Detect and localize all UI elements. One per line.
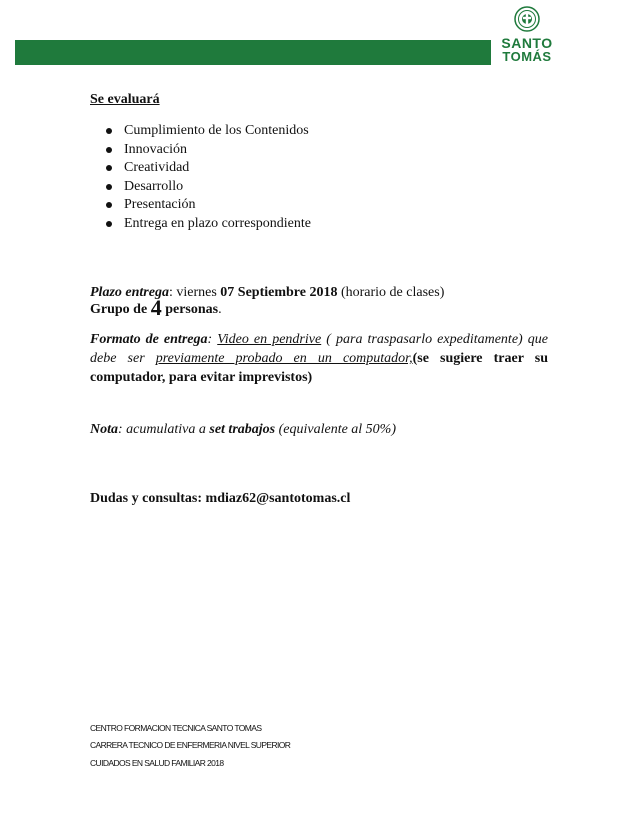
note-set: set trabajos <box>209 422 276 437</box>
group-label: Grupo de <box>90 302 151 317</box>
list-item: Presentación <box>92 196 311 215</box>
list-item: Entrega en plazo correspondiente <box>92 215 311 234</box>
group-suffix: personas <box>161 302 219 317</box>
logo-line-1: SANTO <box>501 35 553 51</box>
note-label: Nota <box>90 422 118 437</box>
deadline-sep: : viernes <box>168 285 221 300</box>
format-tested: previamente probado en un computador, <box>155 351 413 366</box>
group-paragraph <box>90 295 548 320</box>
note-text-1: : acumulativa a <box>118 422 210 437</box>
footer-line-2: CARRERA TECNICO DE ENFERMERIA NIVEL SUPERIOR <box>90 740 291 750</box>
deadline-date: 07 Septiembre 2018 <box>220 285 338 300</box>
format-mid: ( para traspasarlo expeditamente) que debe ser <box>90 332 548 366</box>
list-item: Innovación <box>92 141 311 160</box>
logo-line-2: TOMÁS <box>502 49 552 64</box>
footer-line-3: CUIDADOS EN SALUD FAMILIAR 2018 <box>90 758 224 768</box>
evaluation-title: Se evaluará <box>90 92 160 107</box>
footer-line-1: CENTRO FORMACION TECNICA SANTO TOMAS <box>90 723 262 733</box>
format-paragraph <box>90 330 548 387</box>
list-item: Cumplimiento de los Contenidos <box>92 122 311 141</box>
deadline-note: (horario de clases) <box>337 285 445 300</box>
format-label: Formato de entrega <box>90 332 208 347</box>
contact-text: Dudas y consultas: mdiaz62@santotomas.cl <box>90 491 351 506</box>
contact-paragraph <box>90 489 548 508</box>
note-text-2: (equivalente al 50%) <box>275 422 397 437</box>
group-number: 4 <box>150 295 162 320</box>
header-green-bar <box>15 40 491 65</box>
format-suggestion: (se sugiere traer su computador, para evitar imprevistos) <box>90 351 548 385</box>
santo-tomas-logo <box>492 6 562 76</box>
format-media: Video en pendrive <box>217 332 322 347</box>
format-sep: : <box>207 332 218 347</box>
list-item: Desarrollo <box>92 178 311 197</box>
seal-icon <box>514 6 540 32</box>
group-end: . <box>218 302 222 317</box>
deadline-label: Plazo entrega <box>90 285 169 300</box>
evaluation-criteria-list <box>92 122 311 233</box>
note-paragraph <box>90 420 548 439</box>
list-item: Creatividad <box>92 159 311 178</box>
